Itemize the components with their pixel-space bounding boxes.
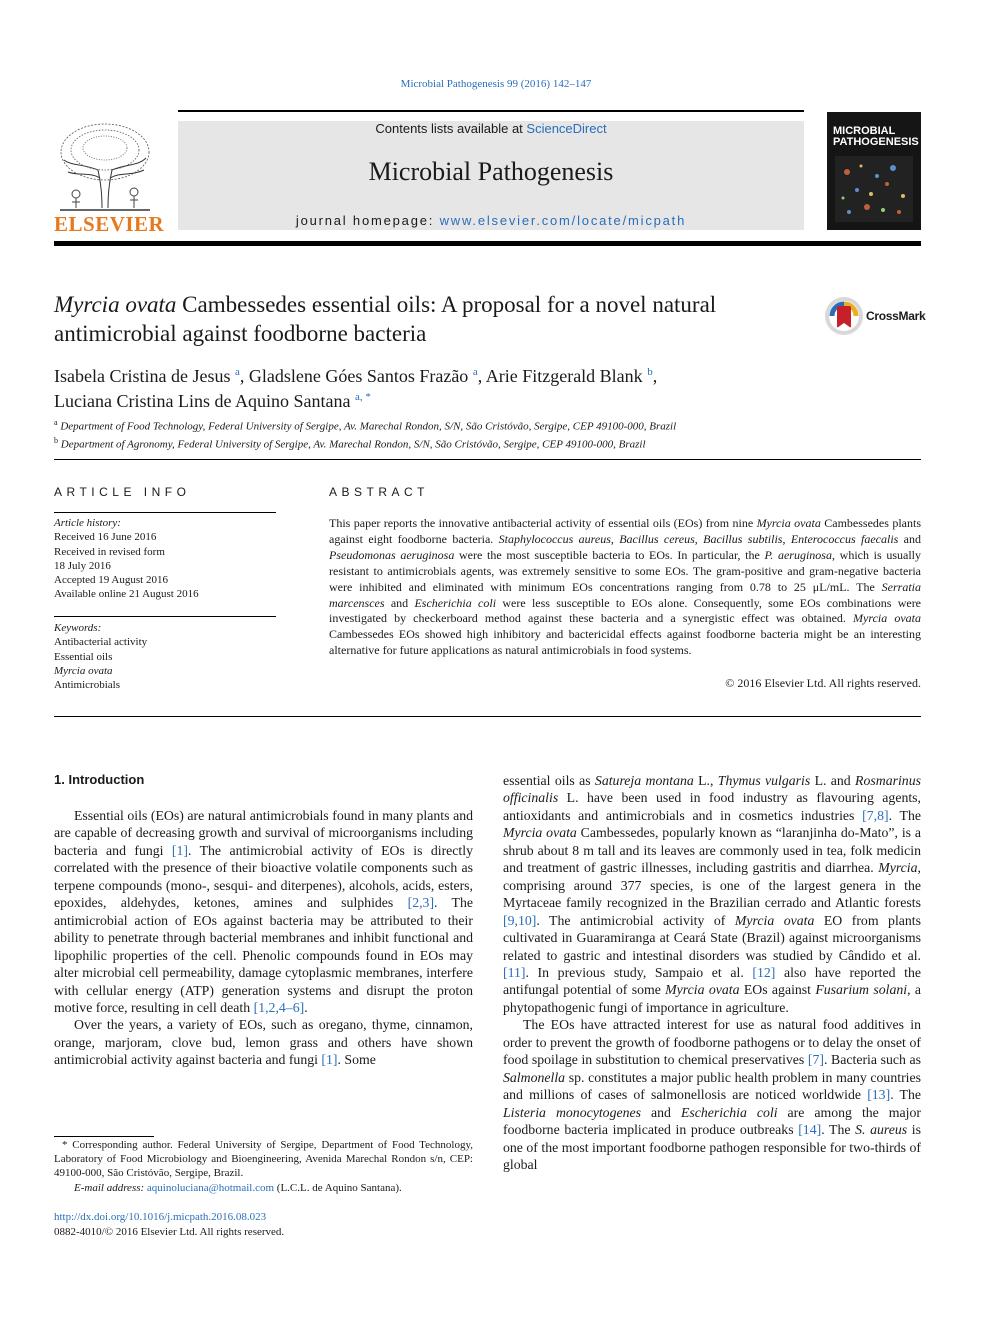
body-paragraph: The EOs have attracted interest for use as natural food additives in order to prevent the growth of foodborne pathogens or to delay the onset of food spoilage in substitution to chemical preservatives [7]. Bacteria such as Salmonella sp. constitutes a major public health problem in many countries and millions of cases of salmonellosis are noticed worldwide [13]. The Listeria monocytogenes and Escherichia coli are among the major foodborne bacteria implicated in produce outbreaks [14]. The S. aureus is one of the most important foodborne pathogen responsible for two-thirds of global — [503, 1017, 921, 1172]
issn-line: 0882-4010/© 2016 Elsevier Ltd. All rights reserved. — [54, 1226, 285, 1238]
article-history — [54, 516, 276, 602]
body-paragraph: essential oils as Satureja montana L., Thymus vulgaris L. and Rosmarinus officinalis L. have been used in food industry as flavouring agents, antioxidants and antimicrobials and in cosmetics industries [7,8]. The Myrcia ovata Cambessedes, popularly known as “laranjinha do-Mato”, is a shrub about 8 m tall and its leaves are commonly used in tea, folk medicin and treatment of gastric illnesses, including gastritis and diarrhea. Myrcia, comprising around 377 species, is one of the largest genera in the Myrtaceae family recognized in the Brazilian cerrado and Atlantic forests [9,10]. The antimicrobial activity of Myrcia ovata EO from plants cultivated in Guaramiranga at Ceará State (Brazil) against microorganisms related to gastric and intestinal disorders was studied by Cândido et al. [11]. In previous study, Sampaio et al. [12] also have reported the antifungal potential of some Myrcia ovata EOs against Fusarium solani, a phytopathogenic fungi of importance in agriculture. — [503, 773, 922, 1015]
author-name: Isabela Cristina de Jesus — [54, 366, 231, 386]
crossmark-label[interactable]: CrossMark — [866, 309, 926, 323]
author-list: Isabela Cristina de Jesus $^a$, Gladslene Góes Santos Frazão $^a$, Arie Fitzgerald Blank $^b$, Luciana Cristina Lins de Aquino Santana $^{a, *}$ — [54, 366, 658, 411]
citation-link[interactable]: [7,8] — [862, 807, 889, 823]
crossmark-icon[interactable] — [824, 296, 864, 336]
affiliation-item — [54, 434, 921, 452]
homepage-line — [178, 213, 804, 228]
author-name: Arie Fitzgerald Blank — [485, 366, 643, 386]
homepage-prefix: journal homepage: — [295, 213, 440, 228]
citation-link[interactable]: [2,3] — [407, 895, 435, 911]
author-name: Luciana Cristina Lins de Aquino Santana — [54, 391, 351, 411]
author-name: Gladslene Góes Santos Frazão — [248, 366, 469, 386]
author-affiliation-mark[interactable]: a, * — [354, 391, 371, 403]
cover-title-line2: PATHOGENESIS — [833, 136, 919, 148]
author-affiliation-mark[interactable]: b — [647, 366, 653, 378]
history-item: 18 July 2016 — [54, 559, 111, 572]
body-column-left — [54, 807, 473, 1069]
email-label: E-mail address: — [74, 1181, 147, 1194]
footnote-rule — [54, 1136, 154, 1137]
history-item: Received 16 June 2016 — [54, 531, 157, 544]
doi-link[interactable]: http://dx.doi.org/10.1016/j.micpath.2016.08.023 — [54, 1211, 267, 1223]
affiliation-mark: b — [54, 435, 58, 445]
citation-link[interactable]: [1] — [321, 1052, 338, 1068]
history-item: Available online 21 August 2016 — [54, 588, 199, 601]
citation-link[interactable]: [9,10] — [503, 912, 537, 928]
affiliation-text: Department of Food Technology, Federal University of Sergipe, Av. Marechal Rondon, S/N, São Cristóvão, Sergipe, CEP 49100-000, Brazil — [60, 420, 677, 433]
body-column-right — [503, 772, 921, 1173]
keywords — [54, 621, 276, 692]
contents-prefix: Contents lists available at — [375, 121, 527, 136]
history-label: Article history: — [54, 517, 121, 529]
body-paragraph: Essential oils (EOs) are natural antimicrobials found in many plants and are capable of decreasing growth and survival of microorganisms including bacteria and fungi [1]. The antimicrobial activity of EOs is directly correlated with the presence of their bioactive volatile components such as terpene compounds (mono-, sesqui- and diterpenes), alcohols, acids, esters, epoxides, aldehydes, ketones, amines and sulphides [2,3]. The antimicrobial action of EOs against bacteria may be attributed to their ability to penetrate through bacterial membranes and inhibit functional and lipophilic properties of the cell. Phenolic compounds found in EOs may alter microbial cell permeability, damage cytoplasmic membranes, interfere with cellular energy (ATP) generation systems and disrupt the proton motive force, resulting in cell death [1,2,4–6]. — [54, 808, 473, 1015]
history-item: Received in revised form — [54, 545, 165, 558]
citation-link[interactable]: [13] — [867, 1087, 891, 1103]
citation-link[interactable]: [11] — [503, 964, 526, 980]
paper-title — [54, 290, 814, 348]
article-info-heading: ARTICLE INFO — [54, 485, 191, 499]
affiliation-mark: a — [54, 418, 58, 427]
journal-title: Microbial Pathogenesis — [368, 157, 614, 186]
author-affiliation-mark[interactable]: a — [234, 366, 240, 378]
abstract-text: This paper reports the innovative antibacterial activity of essential oils (EOs) from nine Myrcia ovata Cambessedes plants against eight foodborne bacteria. Staphylococcus aureus, Bacillus cereus, Bacillus subtilis, Enterococcus faecalis and Pseudomonas aeruginosa were the most susceptible bacteria to EOs. In particular, the P. aeruginosa, which is usually resistant to antimicrobials agents, was extremely sensitive to some EOs. The gram-positive and gram-negative bacteria were inhibited and eliminated with minimum EOs concentrations ranging from 0.78 to 25 μL/mL. The Serratia marcensces and Escherichia coli were less susceptible to EOs alone. Consequently, some EOs combinations were investigated by checkerboard method against these bacteria and a synergistic effect was obtained. Myrcia ovata Cambessedes EOs showed high inhibitory and bactericidal effects against foodborne bacteria might be an interesting alternative for future applications as natural antimicrobials in food systems. — [329, 516, 922, 658]
affiliation-text: Department of Agronomy, Federal University of Sergipe, Av. Marechal Rondon, S/N, São Cristóvão, Sergipe, CEP 49100-000, Brazil — [60, 438, 646, 451]
citation-link[interactable]: [1,2,4–6] — [253, 999, 305, 1015]
section-heading-introduction: 1. Introduction — [54, 772, 145, 787]
divider — [54, 716, 921, 717]
affiliation-item — [54, 416, 921, 434]
title-rest: Cambessedes essential oils: A proposal for a novel natural antimicrobial against foodborne bacteria — [54, 292, 717, 346]
affiliations — [54, 416, 921, 451]
corresponding-author-footnote — [54, 1138, 473, 1195]
citation-link[interactable]: [1] — [171, 842, 188, 858]
author-affiliation-mark[interactable]: a — [472, 366, 478, 378]
keyword-item: Antimicrobials — [54, 679, 120, 692]
cover-title-line1: MICROBIAL — [833, 125, 896, 137]
homepage-link[interactable]: www.elsevier.com/locate/micpath — [439, 213, 687, 228]
cover-title — [833, 126, 917, 148]
keyword-item: Myrcia ovata — [54, 664, 113, 677]
keywords-label: Keywords: — [54, 622, 102, 634]
journal-citation[interactable]: Microbial Pathogenesis 99 (2016) 142–147 — [400, 78, 592, 90]
header-thick-rule — [54, 241, 921, 246]
body-paragraph: Over the years, a variety of EOs, such as oregano, thyme, cinnamon, orange, marjoram, clove bud, lemon grass and others have shown antimicrobial activity against bacteria and fungi [1]. Some — [54, 1017, 473, 1068]
header-rule — [178, 110, 804, 112]
contents-line — [178, 121, 804, 136]
citation-link[interactable]: [7] — [807, 1052, 824, 1068]
corresponding-author-text: * Corresponding author. Federal University of Sergipe, Department of Food Technology, Laboratory of Food Microbiology and Bioengineering, Avenida Marechal Rondon s/n, CEP: 49100-000, São Cristóvão, Sergipe, Brazil. — [54, 1139, 473, 1180]
abstract-copyright: © 2016 Elsevier Ltd. All rights reserved. — [725, 676, 921, 690]
divider — [54, 512, 276, 513]
keyword-item: Antibacterial activity — [54, 636, 148, 649]
divider — [54, 616, 276, 617]
citation-link[interactable]: [12] — [752, 964, 776, 980]
abstract-heading: ABSTRACT — [329, 485, 430, 499]
title-species: Myrcia ovata — [54, 292, 177, 317]
email-link[interactable]: aquinoluciana@hotmail.com — [146, 1181, 275, 1194]
sciencedirect-link[interactable]: ScienceDirect — [526, 121, 607, 136]
history-item: Accepted 19 August 2016 — [54, 574, 168, 587]
email-owner: (L.C.L. de Aquino Santana). — [274, 1181, 402, 1194]
keyword-item: Essential oils — [54, 650, 113, 663]
elsevier-wordmark: ELSEVIER — [54, 212, 165, 236]
divider — [54, 459, 921, 460]
citation-link[interactable]: [14] — [798, 1122, 822, 1138]
